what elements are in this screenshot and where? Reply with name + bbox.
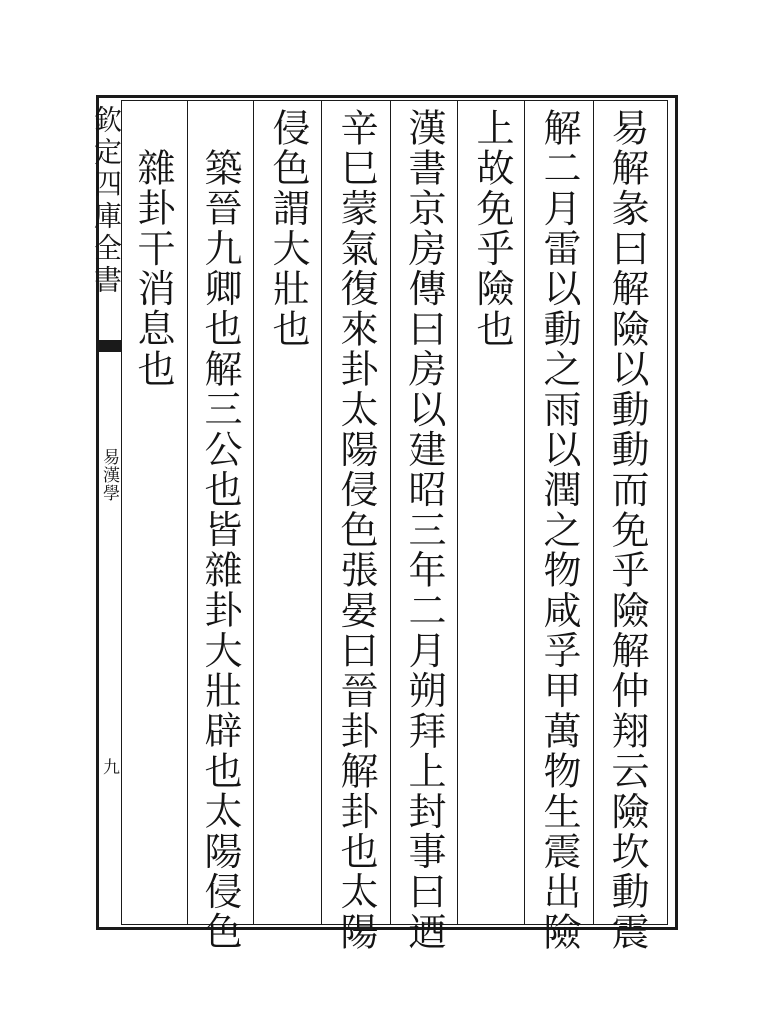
column-rule: [187, 100, 188, 925]
text-column-1: 易解彖曰解險以動動而免乎險解仲翔云險坎動震: [605, 108, 649, 953]
text-column-6: 侵色謂大壯也: [266, 108, 310, 350]
column-rule: [321, 100, 322, 925]
text-column-3: 上故免乎險也: [470, 108, 514, 350]
section-title: 易漢學: [99, 448, 119, 502]
book-title: 欽定四庫全書: [90, 105, 123, 297]
text-column-2: 解二月雷以動之雨以潤之物咸孚甲萬物生震出險: [537, 108, 581, 953]
text-column-7: 築晉九卿也解三公也皆雜卦大壯辟也太陽侵色: [198, 148, 242, 952]
text-column-4: 漢書京房傳曰房以建昭三年二月朔拜上封事曰迺: [402, 108, 446, 953]
fish-tail-mark: [96, 340, 121, 352]
column-rule: [457, 100, 458, 925]
text-column-5: 辛巳蒙氣復來卦太陽侵色張晏曰晉卦解卦也太陽: [334, 108, 378, 953]
column-rule: [253, 100, 254, 925]
text-column-8: 雜卦干消息也: [131, 148, 175, 390]
column-rule: [390, 100, 391, 925]
page-number: 九: [99, 758, 119, 775]
column-rule: [524, 100, 525, 925]
column-rule: [593, 100, 594, 925]
